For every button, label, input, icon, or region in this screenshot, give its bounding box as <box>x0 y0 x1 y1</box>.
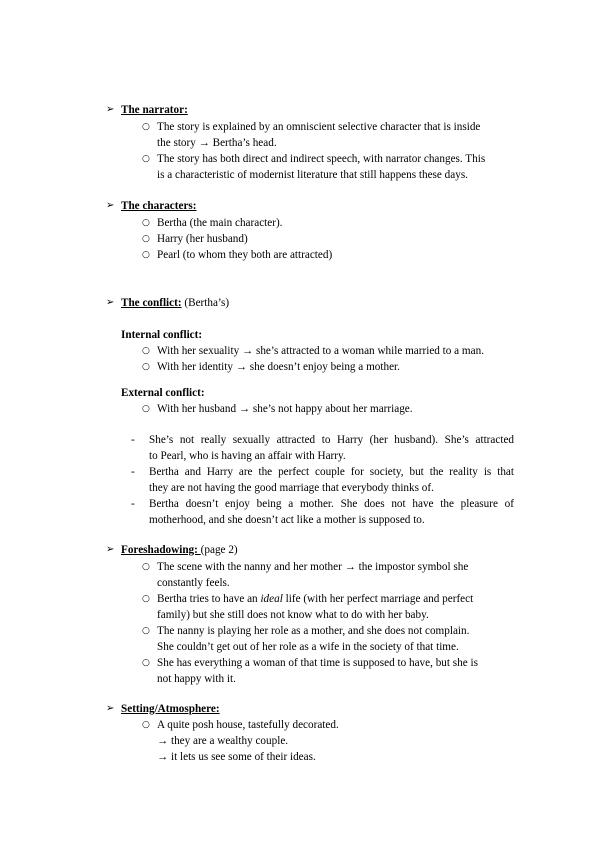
section-bullet-icon: ➢ <box>106 703 115 714</box>
conflict-point-3-line-1: Bertha doesn’t enjoy being a mother. She does not have the pleasure of <box>149 498 514 510</box>
conflict-point-2-line-2: they are not having the good marriage that everybody thinks of. <box>149 482 434 494</box>
dash-bullet: - <box>131 434 135 446</box>
foreshadowing-item-2-line-1: Bertha tries to have an ideal life (with her perfect marriage and perfect <box>157 593 474 605</box>
conflict-point-2-line-1: Bertha and Harry are the perfect couple for society, but the reality is that <box>149 466 514 478</box>
circle-bullet-icon: ○ <box>142 658 150 668</box>
circle-bullet-icon: ○ <box>142 404 150 414</box>
narrator-item-2-line-2: is a characteristic of modernist literature that still happens these days. <box>157 169 468 181</box>
circle-bullet-icon: ○ <box>142 562 150 572</box>
setting-item-line-3: → it lets us see some of their ideas. <box>157 751 316 763</box>
character-item: Pearl (to whom they both are attracted) <box>157 249 333 261</box>
character-item: Harry (her husband) <box>157 233 248 245</box>
dash-bullet: - <box>131 498 135 510</box>
conflict-heading: The conflict: (Bertha’s) <box>121 297 230 309</box>
characters-heading: The characters: <box>121 200 197 212</box>
narrator-item-2-line-1: The story has both direct and indirect speech, with narrator changes. This <box>157 153 486 165</box>
internal-conflict-item: With her identity → she doesn’t enjoy being a mother. <box>157 361 400 373</box>
internal-conflict-item: With her sexuality → she’s attracted to a woman while married to a man. <box>157 345 484 357</box>
external-conflict-item: With her husband → she’s not happy about her marriage. <box>157 403 413 415</box>
italic-word: ideal <box>260 593 283 605</box>
foreshadowing-item-1-line-1: The scene with the nanny and her mother → the impostor symbol she <box>157 561 469 573</box>
circle-bullet-icon: ○ <box>142 250 150 260</box>
setting-item-line-1: A quite posh house, tastefully decorated. <box>157 719 339 731</box>
circle-bullet-icon: ○ <box>142 122 150 132</box>
conflict-point-1-line-2: to Pearl, who is having an affair with Harry. <box>149 450 346 462</box>
conflict-point-1-line-1: She’s not really sexually attracted to Harry (her husband). She’s attracted <box>149 434 514 446</box>
circle-bullet-icon: ○ <box>142 154 150 164</box>
foreshadowing-item-3-line-2: She couldn’t get out of her role as a wife in the society of that time. <box>157 641 459 653</box>
setting-item-line-2: → they are a wealthy couple. <box>157 735 289 747</box>
circle-bullet-icon: ○ <box>142 218 150 228</box>
circle-bullet-icon: ○ <box>142 626 150 636</box>
narrator-heading: The narrator: <box>121 104 188 116</box>
circle-bullet-icon: ○ <box>142 720 150 730</box>
section-bullet-icon: ➢ <box>106 297 115 308</box>
foreshadowing-item-1-line-2: constantly feels. <box>157 577 230 589</box>
circle-bullet-icon: ○ <box>142 594 150 604</box>
character-item: Bertha (the main character). <box>157 217 283 229</box>
section-bullet-icon: ➢ <box>106 104 115 115</box>
foreshadowing-item-4-line-1: She has everything a woman of that time is supposed to have, but she is <box>157 657 478 669</box>
foreshadowing-item-3-line-1: The nanny is playing her role as a mother, and she does not complain. <box>157 625 470 637</box>
setting-heading: Setting/Atmosphere: <box>121 703 220 715</box>
foreshadowing-item-4-line-2: not happy with it. <box>157 673 236 685</box>
circle-bullet-icon: ○ <box>142 362 150 372</box>
internal-conflict-label: Internal conflict: <box>121 329 203 341</box>
circle-bullet-icon: ○ <box>142 346 150 356</box>
section-bullet-icon: ➢ <box>106 544 115 555</box>
section-bullet-icon: ➢ <box>106 200 115 211</box>
external-conflict-label: External conflict: <box>121 387 205 399</box>
narrator-item-1-line-1: The story is explained by an omniscient selective character that is inside <box>157 121 481 133</box>
narrator-item-1-line-2: the story → Bertha’s head. <box>157 137 277 149</box>
conflict-point-3-line-2: motherhood, and she doesn’t act like a mother is supposed to. <box>149 514 425 526</box>
circle-bullet-icon: ○ <box>142 234 150 244</box>
dash-bullet: - <box>131 466 135 478</box>
foreshadowing-item-2-line-2: family) but she still does not know what to do with her baby. <box>157 609 429 621</box>
foreshadowing-heading: Foreshadowing: (page 2) <box>121 544 238 556</box>
